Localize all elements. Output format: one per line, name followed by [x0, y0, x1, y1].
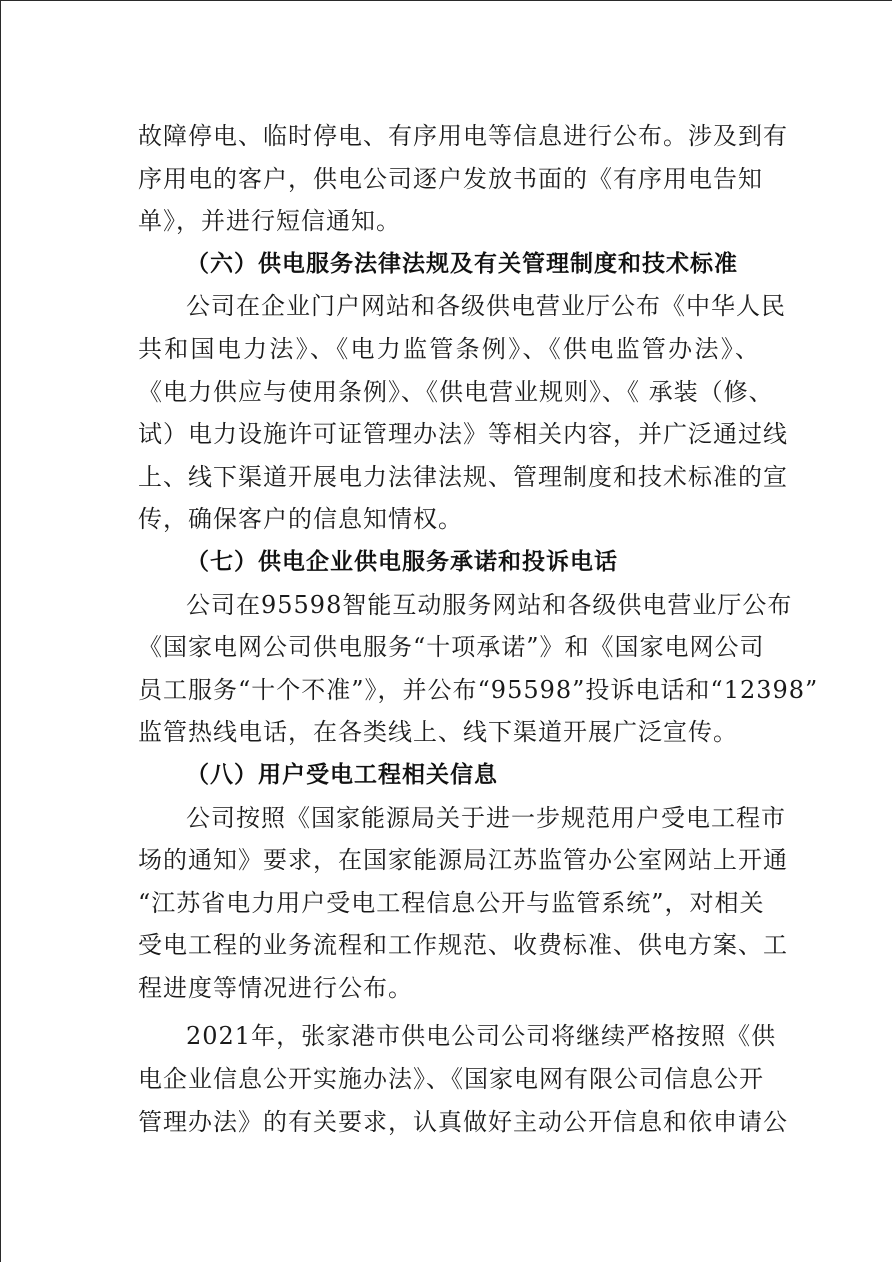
text-line: 监管热线电话，在各类线上、线下渠道开展广泛宣传。	[138, 718, 738, 747]
section-heading-seven: （七）供电企业供电服务承诺和投诉电话	[186, 548, 618, 575]
paragraph-service-commitment	[138, 584, 819, 754]
text-line: 《电力供应与使用条例》、《供电营业规则》、《 承装（修、	[138, 377, 774, 406]
paragraph-outage-notice	[138, 115, 788, 243]
text-line: 管理办法》的有关要求，认真做好主动公开信息和依申请公	[138, 1107, 788, 1136]
document-body	[138, 115, 819, 1143]
text-line: 上、线下渠道开展电力法律法规、管理制度和技术标准的宣	[138, 462, 788, 491]
text-line: 试）电力设施许可证管理办法》等相关内容，并广泛通过线	[138, 420, 788, 449]
text-line: 场的通知》要求，在国家能源局江苏监管办公室网站上开通	[138, 846, 788, 875]
text-line: 公司在95598智能互动服务网站和各级供电营业厅公布	[186, 590, 793, 619]
text-line: 员工服务“十个不准”》，并公布“95598”投诉电话和“12398”	[138, 675, 819, 704]
text-line: 公司在企业门户网站和各级供电营业厅公布《中华人民	[186, 292, 786, 321]
text-line: 公司按照《国家能源局关于进一步规范用户受电工程市	[186, 803, 786, 832]
text-line: 单》，并进行短信通知。	[138, 207, 401, 236]
text-line: “江苏省电力用户受电工程信息公开与监管系统”，对相关	[138, 888, 765, 917]
text-line: 程进度等情况进行公布。	[138, 973, 413, 1002]
section-heading-six: （六）供电服务法律法规及有关管理制度和技术标准	[186, 250, 738, 277]
text-line: 电企业信息公开实施办法》、《国家电网有限公司信息公开	[138, 1065, 764, 1094]
text-line: 《国家电网公司供电服务“十项承诺”》和《国家电网公司	[138, 633, 765, 662]
text-line: 共和国电力法》、《电力监管条例》、《供电监管办法》、	[138, 334, 760, 363]
paragraph-power-engineering	[138, 797, 788, 1010]
text-line: 序用电的客户，供电公司逐户发放书面的《有序用电告知	[138, 164, 763, 193]
text-line: 2021年，张家港市供电公司公司将继续严格按照《供	[186, 1022, 777, 1051]
paragraph-2021-plan	[138, 1015, 788, 1143]
text-line: 受电工程的业务流程和工作规范、收费标准、供电方案、工	[138, 931, 788, 960]
text-line: 故障停电、临时停电、有序用电等信息进行公布。涉及到有	[138, 122, 788, 150]
paragraph-laws-regulations	[138, 285, 788, 541]
section-heading-eight: （八）用户受电工程相关信息	[186, 761, 498, 788]
text-line: 传，确保客户的信息知情权。	[138, 505, 463, 534]
